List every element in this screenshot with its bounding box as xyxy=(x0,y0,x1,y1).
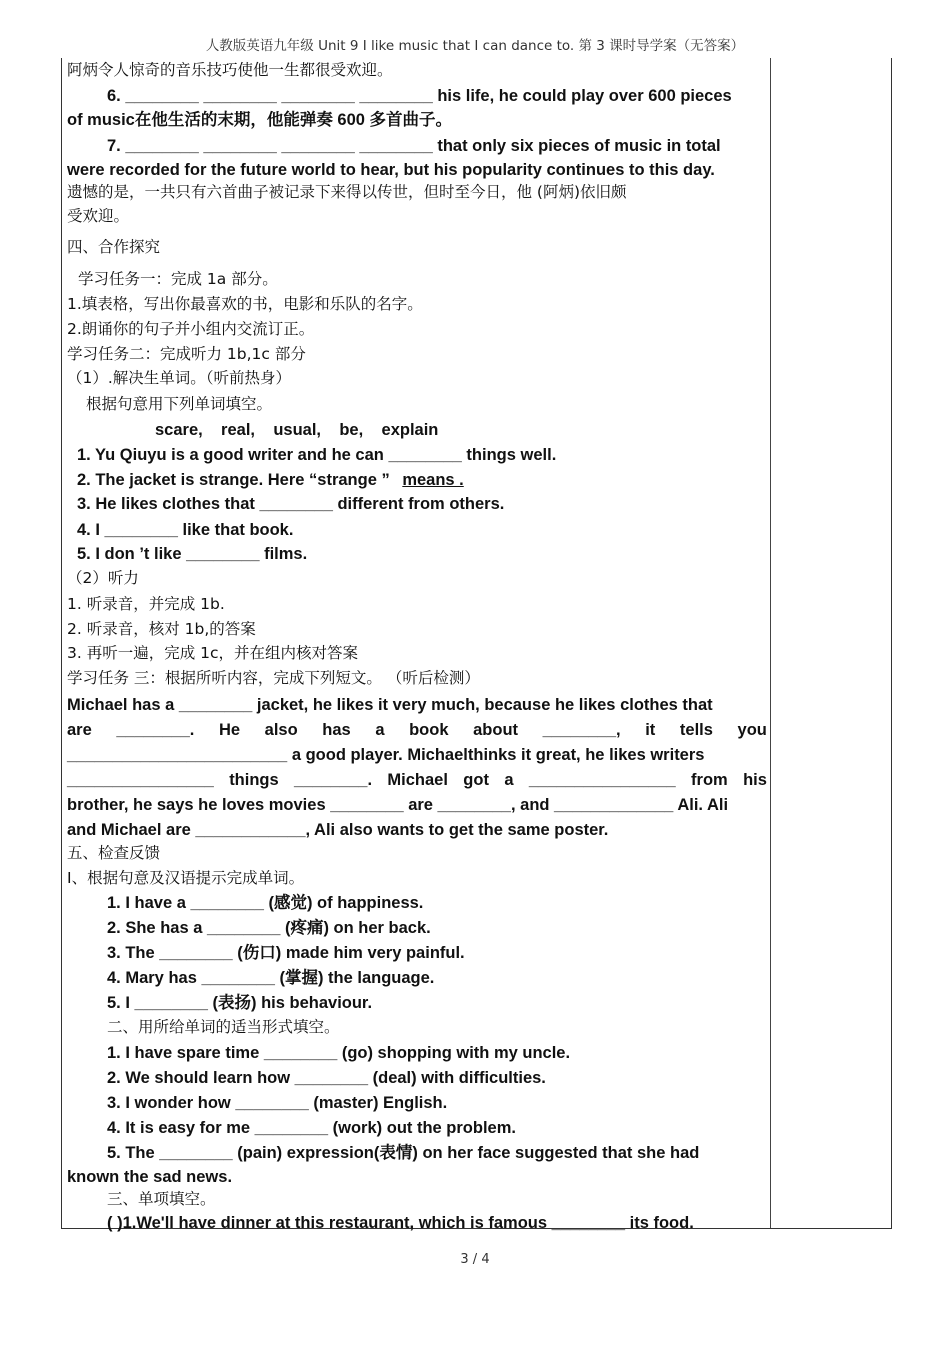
exercise-text: 2. The jacket is strange. Here “strange ” xyxy=(77,471,390,489)
exercise-item: 3. I wonder how ________ (master) English. xyxy=(107,1094,448,1112)
part-heading: 三、单项填空。 xyxy=(107,1190,216,1208)
text-line: of music在他生活的末期，他能弹奏 600 多首曲子。 xyxy=(67,111,453,129)
task-heading: 学习任务 三：根据所听内容，完成下列短文。 （听后检测） xyxy=(67,669,480,687)
task-item: 2. 听录音，核对 1b,的答案 xyxy=(67,620,256,638)
text-line: were recorded for the future world to hear, but his popularity continues to this day. xyxy=(67,161,715,179)
passage-word: a xyxy=(375,721,385,739)
passage-word: ________________ xyxy=(528,771,676,789)
passage-word: ________, xyxy=(542,721,621,739)
passage-word: has xyxy=(322,721,351,739)
passage-word: his xyxy=(743,771,767,789)
exercise-item: 3. He likes clothes that ________ different from others. xyxy=(77,495,505,513)
exercise-item: 5. I ________ (表扬) his behaviour. xyxy=(107,994,373,1012)
passage-word: also xyxy=(264,721,298,739)
passage-word: ________________ xyxy=(67,771,214,789)
task-heading: 学习任务二：完成听力 1b,1c 部分 xyxy=(67,345,306,363)
passage-word: are xyxy=(67,721,92,739)
passage-word: things xyxy=(229,771,279,789)
passage-line: and Michael are ____________, Ali also wants to get the same poster. xyxy=(67,821,609,839)
text-line: 遗憾的是，一共只有六首曲子被记录下来得以传世，但时至今日，他 (阿炳)依旧颇 xyxy=(67,183,627,201)
task-subheading: （1）.解决生单词。（听前热身） xyxy=(67,369,292,387)
exercise-item: 2. She has a ________ (疼痛) on her back. xyxy=(107,919,431,937)
exercise-item: known the sad news. xyxy=(67,1168,233,1186)
exercise-item: 1. Yu Qiuyu is a good writer and he can ________ things well. xyxy=(77,446,557,464)
task-item: 1.填表格，写出你最喜欢的书，电影和乐队的名字。 xyxy=(67,295,423,313)
part-heading: 二、用所给单词的适当形式填空。 xyxy=(107,1018,340,1036)
exercise-6: 6. ________ ________ ________ ________ his life, he could play over 600 pieces xyxy=(107,87,732,105)
passage-word: ________. xyxy=(116,721,195,739)
passage-word: from xyxy=(691,771,728,789)
exercise-7: 7. ________ ________ ________ ________ that only six pieces of music in total xyxy=(107,137,721,155)
exercise-item: 1. I have spare time ________ (go) shopping with my uncle. xyxy=(107,1044,571,1062)
task-item: 1. 听录音，并完成 1b. xyxy=(67,595,225,613)
exercise-item: 5. The ________ (pain) expression(表情) on her face suggested that she had xyxy=(107,1144,700,1162)
part-heading: Ⅰ、根据句意及汉语提示完成单词。 xyxy=(67,869,305,887)
passage-line xyxy=(67,770,767,790)
exercise-item: 5. I don ’t like ________ films. xyxy=(77,545,308,563)
page-number: 3 / 4 xyxy=(460,1252,490,1267)
instruction: 根据句意用下列单词填空。 xyxy=(86,395,273,413)
section-heading: 四、合作探究 xyxy=(67,238,161,256)
section-heading: 五、检查反馈 xyxy=(67,844,161,862)
exercise-item: 4. Mary has ________ (掌握) the language. xyxy=(107,969,435,987)
word-bank: scare, real, usual, be, explain xyxy=(155,421,439,439)
passage-word: ________. xyxy=(294,771,373,789)
task-item: 2.朗诵你的句子并小组内交流订正。 xyxy=(67,320,315,338)
passage-line: brother, he says he loves movies ________ are ________, and _____________ Ali. Ali xyxy=(67,796,729,814)
passage-word: about xyxy=(473,721,519,739)
table-column-divider xyxy=(770,58,771,1228)
text-line: 受欢迎。 xyxy=(67,207,130,225)
text-line: 阿炳令人惊奇的音乐技巧使他一生都很受欢迎。 xyxy=(67,61,393,79)
passage-word: Michael xyxy=(387,771,448,789)
exercise-item: 4. I ________ like that book. xyxy=(77,521,294,539)
passage-word: got xyxy=(463,771,489,789)
task-heading: 学习任务一：完成 1a 部分。 xyxy=(78,270,278,288)
answer-fill: means . xyxy=(402,471,464,489)
passage-word: tells xyxy=(679,721,713,739)
page-header: 人教版英语九年级 Unit 9 I like music that I can dance to. 第 3 课时导学案（无答案） xyxy=(205,38,745,54)
exercise-item: 4. It is easy for me ________ (work) out the problem. xyxy=(107,1119,516,1137)
passage-word: He xyxy=(218,721,241,739)
exercise-item: ( )1.We'll have dinner at this restaurant, which is famous ________ its food. xyxy=(107,1214,694,1232)
exercise-item xyxy=(77,470,464,490)
exercise-item: 2. We should learn how ________ (deal) with difficulties. xyxy=(107,1069,546,1087)
passage-line xyxy=(67,720,767,740)
passage-line: ________________________ a good player. Michaelthinks it great, he likes writers xyxy=(67,746,705,764)
passage-word: it xyxy=(645,721,656,739)
passage-word: you xyxy=(737,721,767,739)
task-subheading: （2）听力 xyxy=(67,569,139,587)
passage-word: a xyxy=(504,771,514,789)
exercise-item: 1. I have a ________ (感觉) of happiness. xyxy=(107,894,424,912)
passage-word: book xyxy=(409,721,449,739)
exercise-item: 3. The ________ (伤口) made him very painful. xyxy=(107,944,465,962)
task-item: 3. 再听一遍，完成 1c，并在组内核对答案 xyxy=(67,644,359,662)
passage-line: Michael has a ________ jacket, he likes it very much, because he likes clothes that xyxy=(67,696,713,714)
